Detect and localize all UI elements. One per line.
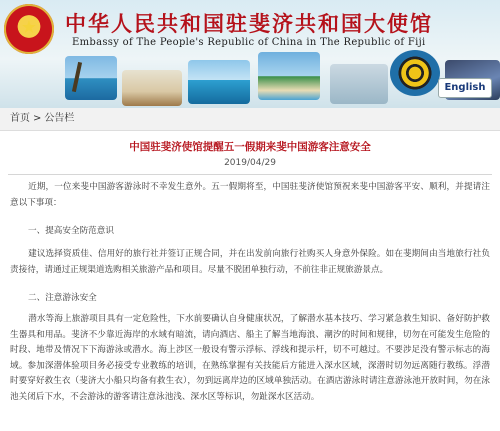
section1-text: 建议选择资质佳、信用好的旅行社并签订正规合同，并在出发前向旅行社购买人身意外保险。如在斐期间由当地旅行社负责接待，请通过正规渠道选购相关旅游产品和项目。尽量不脱团单独行动，不前往非正规旅游景点。 [10,249,490,275]
banner-photo-fish [390,50,440,96]
breadcrumb-separator: > [33,113,42,124]
banner-photo-coast [330,64,388,104]
banner-photo-palm-beach [65,56,117,100]
article-intro-paragraph [10,180,490,211]
breadcrumb-home-link[interactable]: 首页 [10,113,30,124]
header-banner [0,0,500,108]
section1-paragraph [10,247,490,278]
section2-heading: 二、注意游泳安全 [28,293,97,303]
section2-text: 潜水等海上旅游项目具有一定危险性，下水前要确认自身健康状况，了解潜水基本技巧、学习紧急救生知识、备好防护救生器具和用品。斐济不少靠近海岸的水域有暗流，请向酒店、船主了解当地海浪、潮汐的时间和规律，切勿在可能发生危险的时段、地带及情况下下海游泳或潜水。海上涉区一般设有警示浮标、浮线和提示杆，切不可越过。不要涉足没有警示标志的海域。参加深潜体验项目务必接受专业教练的培训，在熟练掌握有关技能后方能进入深水区域，深潜时切勿远离随行教练。浮潜时要穿好救生衣（斐济大小船只均备有救生衣），勿到远离岸边的区域单独活动。在酒店游泳时请注意游泳池开放时间，勿在泳池关闭后下水，不会游泳的游客请注意泳池浅、深水区等标识，勿趾深水区活动。 [10,314,490,402]
title-divider [8,174,492,175]
article [0,131,500,175]
embassy-title-english: Embassy of The People's Republic of China in The Republic of Fiji [72,37,426,48]
banner-photo-village [122,70,182,106]
section1-heading: 一、提高安全防范意识 [28,226,114,236]
section2-paragraph [10,312,490,405]
breadcrumb-bulletin-link[interactable]: 公告栏 [44,113,75,124]
national-emblem-icon [4,4,54,54]
article-title: 中国驻斐济使馆提醒五一假期来斐中国游客注意安全 [129,141,371,153]
breadcrumb [0,108,500,131]
english-language-button[interactable]: English [438,78,492,98]
article-date: 2019/04/29 [224,158,276,168]
intro-text: 近期，一位来斐中国游客游泳时不幸发生意外。五一假期将至，中国驻斐济使馆预祝来斐中国游客平安、顺利，并提请注意以下事项： [10,182,490,208]
emblem-star-icon: ★ [20,17,38,38]
banner-photo-island [258,52,320,100]
embassy-title-chinese: 中华人民共和国驻斐济共和国大使馆 [65,11,433,36]
banner-photo-sea [188,60,250,104]
